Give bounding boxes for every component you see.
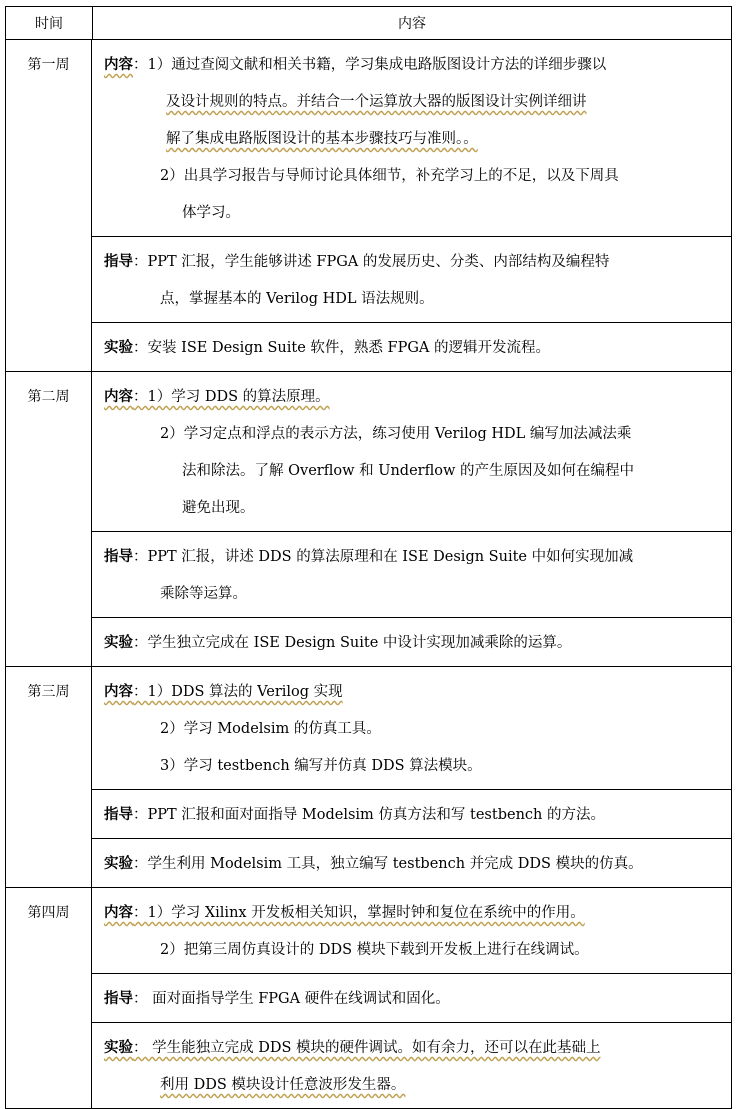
guide-line: 点，掌握基本的 Verilog HDL 语法规则。 [160, 291, 434, 307]
guide-tag: 指导 [104, 806, 133, 823]
content-section [92, 888, 731, 974]
week-row [6, 40, 731, 372]
experiment-section [92, 839, 731, 887]
content-line [104, 46, 721, 84]
content-line [104, 673, 721, 711]
experiment-line [104, 845, 721, 883]
guide-line [104, 538, 721, 576]
experiment-text: ： 学生能独立完成 DDS 模块的硬件调试。如有余力，还可以在此基础上 [133, 1040, 601, 1056]
experiment-line [104, 329, 721, 367]
content-section [92, 667, 731, 790]
table-header [6, 7, 731, 40]
content-line: 解了集成电路版图设计的基本步骤技巧与准则。。 [166, 131, 478, 147]
week-label: 第一周 [6, 40, 92, 371]
content-section [92, 372, 731, 532]
content-text: ：1）通过查阅文献和相关书籍，学习集成电路版图设计方法的详细步骤以 [133, 57, 607, 73]
content-line: 2）出具学习报告与导师讨论具体细节，补充学习上的不足，以及下周具 [160, 168, 619, 184]
content-section [92, 40, 731, 237]
content-text: ：1）学习 Xilinx 开发板相关知识，掌握时钟和复位在系统中的作用。 [133, 905, 585, 921]
content-line [104, 378, 721, 416]
guide-text: ：PPT 汇报和面对面指导 Modelsim 仿真方法和写 testbench 的方法。 [133, 807, 605, 823]
guide-tag: 指导 [104, 253, 133, 270]
week-body [92, 888, 731, 1108]
content-line: 2）学习定点和浮点的表示方法，练习使用 Verilog HDL 编写加法减法乘 [160, 426, 632, 442]
experiment-line: 利用 DDS 模块设计任意波形发生器。 [160, 1077, 406, 1093]
content-text: ：1）DDS 算法的 Verilog 实现 [133, 684, 343, 700]
header-time: 时间 [6, 7, 93, 39]
week-label: 第二周 [6, 372, 92, 666]
content-line: 体学习。 [182, 205, 240, 221]
experiment-section [92, 618, 731, 666]
guide-section [92, 237, 731, 323]
guide-text: ： 面对面指导学生 FPGA 硬件在线调试和固化。 [133, 991, 450, 1007]
experiment-tag: 实验 [104, 339, 133, 356]
week-row [6, 667, 731, 888]
week-body [92, 372, 731, 666]
guide-section [92, 790, 731, 839]
week-body [92, 40, 731, 371]
content-text: ：1）学习 DDS 的算法原理。 [133, 389, 330, 405]
header-content: 内容 [398, 16, 426, 32]
content-tag: 内容 [104, 904, 133, 921]
guide-tag: 指导 [104, 990, 133, 1007]
experiment-tag: 实验 [104, 634, 133, 651]
guide-tag: 指导 [104, 548, 133, 565]
guide-line [104, 796, 721, 834]
experiment-text: ：学生利用 Modelsim 工具，独立编写 testbench 并完成 DDS 模块的仿真。 [133, 856, 643, 872]
guide-line: 乘除等运算。 [160, 586, 247, 602]
content-line: 3）学习 testbench 编写并仿真 DDS 算法模块。 [160, 758, 482, 774]
week-body [92, 667, 731, 887]
guide-line [104, 980, 721, 1018]
content-line: 2）学习 Modelsim 的仿真工具。 [160, 721, 381, 737]
experiment-text: ：安装 ISE Design Suite 软件，熟悉 FPGA 的逻辑开发流程。 [133, 340, 550, 356]
experiment-line [104, 624, 721, 662]
content-line: 及设计规则的特点。并结合一个运算放大器的版图设计实例详细讲 [166, 94, 587, 110]
week-label: 第四周 [6, 888, 92, 1108]
content-tag: 内容 [104, 683, 133, 700]
experiment-text: ：学生独立完成在 ISE Design Suite 中设计实现加减乘除的运算。 [133, 635, 572, 651]
experiment-section [92, 323, 731, 371]
content-tag: 内容 [104, 56, 133, 73]
experiment-tag: 实验 [104, 1039, 133, 1056]
content-line: 避免出现。 [182, 500, 255, 516]
content-tag: 内容 [104, 388, 133, 405]
content-line: 法和除法。了解 Overflow 和 Underflow 的产生原因及如何在编程中 [182, 463, 635, 479]
guide-text: ：PPT 汇报，讲述 DDS 的算法原理和在 ISE Design Suite 中如何实现加减 [133, 549, 634, 565]
experiment-line [104, 1029, 721, 1067]
guide-section [92, 974, 731, 1023]
content-line [104, 894, 721, 932]
experiment-tag: 实验 [104, 855, 133, 872]
guide-section [92, 532, 731, 618]
week-label: 第三周 [6, 667, 92, 887]
guide-line [104, 243, 721, 281]
guide-text: ：PPT 汇报，学生能够讲述 FPGA 的发展历史、分类、内部结构及编程特 [133, 254, 610, 270]
content-line: 2）把第三周仿真设计的 DDS 模块下载到开发板上进行在线调试。 [160, 942, 589, 958]
experiment-section [92, 1023, 731, 1108]
week-row [6, 372, 731, 667]
week-row [6, 888, 731, 1108]
schedule-table [5, 6, 732, 1109]
